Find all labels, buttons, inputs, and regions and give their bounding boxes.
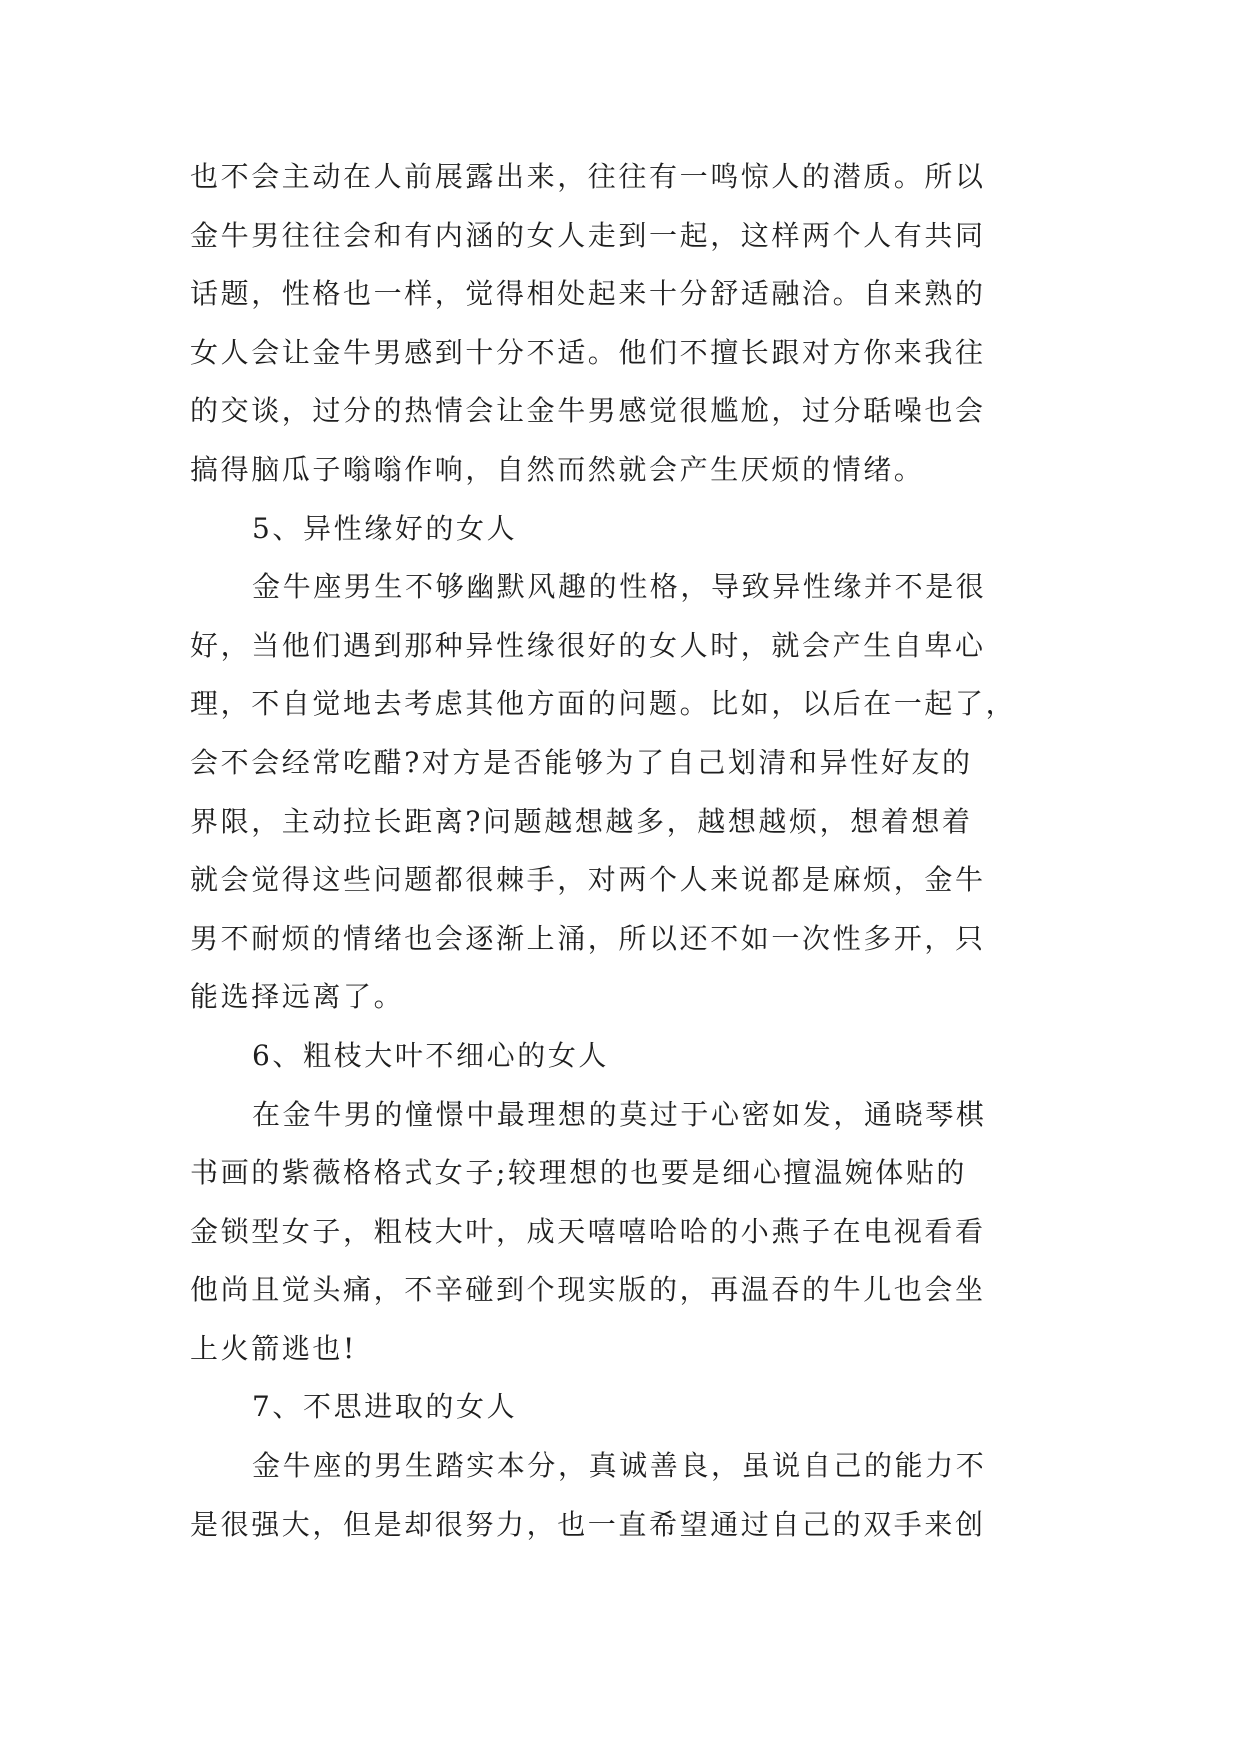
paragraph-line: 金牛座的男生踏实本分，真诚善良，虽说自己的能力不: [252, 1449, 987, 1483]
paragraph-line: 在金牛男的憧憬中最理想的莫过于心密如发，通晓琴棋: [252, 1097, 987, 1131]
paragraph-line: 理，不自觉地去考虑其他方面的问题。比如，以后在一起了，: [190, 687, 1017, 721]
section-heading: 6、粗枝大叶不细心的女人: [252, 1038, 610, 1072]
paragraph-line: 话题，性格也一样，觉得相处起来十分舒适融洽。自来熟的: [190, 277, 986, 311]
paragraph-line: 就会觉得这些问题都很棘手，对两个人来说都是麻烦，金牛: [190, 863, 986, 897]
paragraph-line: 是很强大，但是却很努力，也一直希望通过自己的双手来创: [190, 1507, 986, 1541]
paragraph-line: 金牛座男生不够幽默风趣的性格，导致异性缘并不是很: [252, 570, 987, 604]
paragraph-line: 金锁型女子，粗枝大叶，成天嘻嘻哈哈的小燕子在电视看看: [190, 1214, 986, 1248]
document-body: [190, 148, 1070, 1554]
paragraph-line: 界限，主动拉长距离?问题越想越多，越想越烦，想着想着: [190, 804, 973, 838]
paragraph-line: 能选择远离了。: [190, 980, 405, 1014]
paragraph-line: 书画的紫薇格格式女子;较理想的也要是细心擅温婉体贴的: [190, 1156, 968, 1190]
paragraph-line: 女人会让金牛男感到十分不适。他们不擅长跟对方你来我往: [190, 335, 986, 369]
paragraph-line: 上火箭逃也!: [190, 1331, 357, 1365]
section-heading: 5、异性缘好的女人: [252, 511, 518, 545]
paragraph-line: 也不会主动在人前展露出来，往往有一鸣惊人的潜质。所以: [190, 160, 986, 193]
paragraph-line: 好，当他们遇到那种异性缘很好的女人时，就会产生自卑心: [190, 628, 986, 662]
paragraph-line: 他尚且觉头痛，不辛碰到个现实版的，再温吞的牛儿也会坐: [190, 1273, 986, 1307]
paragraph-line: 搞得脑瓜子嗡嗡作响，自然而然就会产生厌烦的情绪。: [190, 452, 925, 486]
paragraph-line: 的交谈，过分的热情会让金牛男感觉很尴尬，过分聒噪也会: [190, 394, 986, 428]
paragraph-line: 男不耐烦的情绪也会逐渐上涌，所以还不如一次性多开，只: [190, 921, 986, 955]
section-heading: 7、不思进取的女人: [252, 1390, 518, 1424]
paragraph-line: 会不会经常吃醋?对方是否能够为了自己划清和异性好友的: [190, 745, 973, 779]
paragraph-line: 金牛男往往会和有内涵的女人走到一起，这样两个人有共同: [190, 218, 986, 252]
